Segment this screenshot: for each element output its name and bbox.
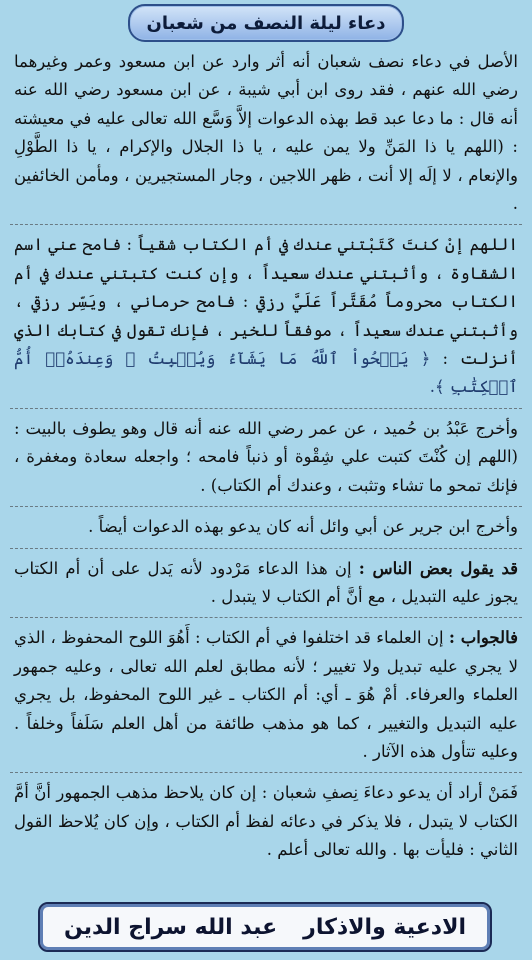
paragraph-text: اللهم إنْ كنتَ كَتَبْتني عندك في أم الكتاب شقياً : فامح عني اسم الشقاوة ، وأثبتني عندك سعيداً ، وإن كنت كتبتني عندك في أم الكتاب محروماً مُقَتَّراً عَلَيَّ رزقي : فامح حرماني ، ويَسِّر رزقي ، وأثبتني عندك سعيداً ، موفقاً للخير ، فإنك تقول في كتابك الذي أنزلت :: [14, 235, 519, 369]
paragraph-text: إن العلماء قد اختلفوا في أم الكتاب : أَهُوَ اللوح المحفوظ ، الذي لا يجري عليه تبديل ولا تغيير ؛ لأنه مطابق لعلم الله تعالى ، وعليه جمهور العلماء والعرفاء. أمْ هُوَ ـ أي: أم الكتاب ـ غير اللوح المحفوظ، بل يجري عليه التبديل والتغيير ، كما هو مذهب طائفة من أهل العلم سَلَفاً وخلفاً . وعليه تتأول هذه الآثار .: [14, 628, 518, 761]
section-4: [10, 511, 522, 548]
paragraph-text: فَمَنْ أراد أن يدعو دعاءَ نِصفِ شعبان : إن كان يلاحظ مذهب الجمهور أنَّ أمَّ الكتاب لا يتبدل ، فلا يذكر في دعائه لفظ أم الكتاب ، وإن كان يُلاحظ القول الثاني : فليأت بها . والله تعالى أعلم .: [14, 783, 518, 860]
article-body: [10, 46, 522, 898]
title-bar: [0, 4, 532, 42]
paragraph: [14, 779, 518, 864]
section-1: [10, 46, 522, 225]
paragraph-text: وأخرج عَبْدُ بن حُميد ، عن عمر رضي الله عنه أنه قال وهو يطوف بالبيت : (اللهم إن كُنْتَ كتبت علي شِقْوة أو ذنباً فامحه ؛ واجعله سعادة ومغفرة ، فإنك تمحو ما تشاء وتثبت ، وعندك أم الكتاب) .: [14, 418, 518, 495]
author-name: عبد الله سراج الدين: [64, 914, 278, 940]
source-footer: [38, 902, 492, 952]
section-2: [10, 229, 522, 408]
paragraph: [14, 231, 518, 401]
paragraph: [14, 48, 518, 218]
paragraph-text: الأصل في دعاء نصف شعبان أنه أثر وارد عن ابن مسعود وعمر وغيرهما رضي الله عنهم ، فقد روى ابن أبي شيبة ، عن ابن مسعود رضي الله عنه أنه قال : ما دعا عبد قط بهذه الدعوات إلاَّ وَسَّع الله تعالى عليه في معيشته : (اللهم يا ذا المَنِّ ولا يمن عليه ، يا ذا الجلال والإكرام ، يا ذا الطَّوْلِ والإنعام ، لا إلَه إلا أنت ، ظهر اللاجين ، وجار المستجيرين ، ومأمن الخائفين .: [14, 52, 518, 214]
paragraph-text: إن هذا الدعاء مَرْدود لأنه يَدل على أن أم الكتاب يجوز عليه التبديل ، مع أنَّ أم الكتاب لا يتبدل .: [14, 558, 518, 606]
section-6: [10, 622, 522, 773]
paragraph-lead: فالجواب :: [448, 628, 518, 648]
paragraph-text: وأخرج ابن جرير عن أبي وائل أنه كان يدعو بهذه الدعوات أيضاً .: [88, 517, 518, 537]
quran-verse: ﴿ يَمۡحُواْ ٱللَّهُ مَا يَشَآءُ وَيُثۡبِتُ ۖ وَعِندَهُۥٓ أُمُّ ٱلۡكِتَٰبِ ﴾.: [14, 349, 518, 397]
section-7: [10, 777, 522, 870]
paragraph-lead: قد يقول بعض الناس :: [358, 558, 518, 578]
paragraph: [14, 415, 518, 500]
book-title: الادعية والاذكار: [303, 914, 466, 940]
page-title: دعاء ليلة النصف من شعبان: [128, 4, 404, 42]
paragraph: [14, 555, 518, 612]
paragraph: [14, 513, 518, 541]
section-3: [10, 413, 522, 507]
paragraph: [14, 624, 518, 766]
section-5: [10, 553, 522, 619]
